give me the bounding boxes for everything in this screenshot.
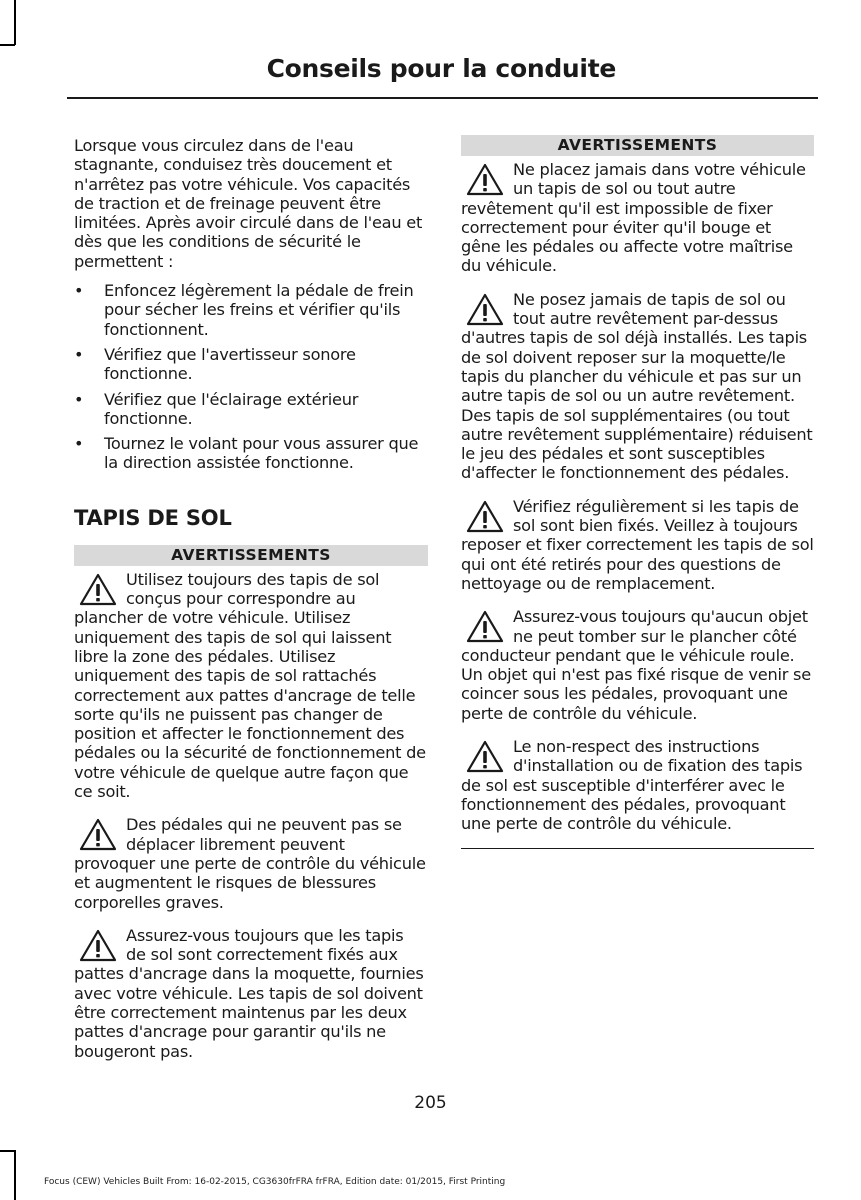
warning-text: Le non-respect des instructions d'installation ou de fixation des tapis de sol est susceptible d'interférer avec le fonctionnement des pédales, provoquant une perte de contrôle du véhicule. (461, 737, 803, 834)
page-header-title: Conseils pour la conduite (266, 54, 616, 83)
right-column (461, 136, 814, 849)
warning-block (461, 497, 814, 593)
warning-block (74, 815, 428, 911)
warning-triangle-icon (78, 928, 118, 964)
warning-text: Utilisez toujours des tapis de sol conçus pour correspondre au plancher de votre véhicule. Utilisez uniquement des tapis de sol qui laissent libre la zone des pédales. Utilisez uniquement des tapis de sol rattachés correctement aux pattes d'ancrage de telle sorte qu'ils ne puissent pas changer de position et affecter le fonctionnement des pédales ou la sécurité de fonctionnement de votre véhicule de quelque autre façon que ce soit. (74, 569, 426, 802)
section-title: TAPIS DE SOL (74, 505, 232, 530)
warnings-header: AVERTISSEMENTS (461, 135, 814, 156)
crop-mark-top-left-v (14, 0, 16, 45)
warning-triangle-icon (465, 499, 505, 535)
bullet-mark: • (74, 281, 84, 301)
warning-text: Assurez-vous toujours qu'aucun objet ne peut tomber sur le plancher côté conducteur pendant que le véhicule roule. Un objet qui n'est pas fixé risque de venir se coincer sous les pédales, provoquant une perte de contrôle du véhicule. (461, 607, 811, 723)
crop-mark-bottom-left-h (0, 1150, 15, 1152)
list-item: • Enfoncez légèrement la pédale de frein pour sécher les freins et vérifier qu'ils fonctionnent. (74, 281, 414, 339)
crop-mark-top-left-h (0, 44, 15, 46)
warning-triangle-icon (465, 739, 505, 775)
list-item: • Vérifiez que l'éclairage extérieur fonctionne. (74, 389, 359, 428)
warning-text: Des pédales qui ne peuvent pas se déplacer librement peuvent provoquer une perte de contrôle du véhicule et augmentent le risques de blessures corporelles graves. (74, 815, 426, 912)
warning-triangle-icon (465, 162, 505, 198)
left-column (74, 136, 428, 1075)
bullet-list (74, 281, 428, 473)
warning-triangle-icon (465, 292, 505, 328)
warning-text: Ne placez jamais dans votre véhicule un tapis de sol ou tout autre revêtement qu'il est impossible de fixer correctement pour éviter qu'il bouge et gêne les pédales ou affecte votre maîtrise du véhicule. (461, 160, 806, 276)
warning-block (74, 570, 428, 802)
warning-block (461, 737, 814, 833)
list-item: • Vérifiez que l'avertisseur sonore fonctionne. (74, 344, 356, 384)
list-item: • Tournez le volant pour vous assurer que la direction assistée fonctionne. (74, 434, 419, 473)
warning-text: Assurez-vous toujours que les tapis de sol sont correctement fixés aux pattes d'ancrage dans la moquette, fournies avec votre véhicule. Les tapis de sol doivent être correctement maintenus par les deux pattes d'ancrage pour garantir qu'ils ne bougeront pas. (74, 925, 424, 1061)
bullet-mark: • (74, 389, 84, 409)
warning-block (461, 290, 814, 483)
warning-block (461, 607, 814, 723)
warnings-header: AVERTISSEMENTS (74, 545, 428, 566)
page-number: 205 (414, 1093, 447, 1113)
crop-mark-bottom-left-v (14, 1150, 16, 1200)
header-rule (67, 97, 818, 99)
warning-block (461, 160, 814, 276)
footer-text: Focus (CEW) Vehicles Built From: 16-02-2015, CG3630frFRA frFRA, Edition date: 01/2015, First Printing (44, 1177, 506, 1187)
warning-block (74, 926, 428, 1061)
bullet-mark: • (74, 434, 84, 454)
warning-triangle-icon (78, 817, 118, 853)
warning-triangle-icon (465, 609, 505, 645)
warning-triangle-icon (78, 572, 118, 608)
bullet-mark: • (74, 344, 84, 364)
warning-text: Ne posez jamais de tapis de sol ou tout autre revêtement par-dessus d'autres tapis de sol déjà installés. Les tapis de sol doivent reposer sur la moquette/le tapis du plancher du véhicule et pas sur un autre tapis de sol ou un autre revêtement. Des tapis de sol supplémentaires (ou tout autre revêtement supplémentaire) réduisent le jeu des pédales et sont susceptibles d'affecter le fonctionnement des pédales. (461, 289, 813, 483)
warnings-end-rule (461, 848, 814, 850)
warning-text: Vérifiez régulièrement si les tapis de sol sont bien fixés. Veillez à toujours reposer et fixer correctement les tapis de sol qui ont été retirés pour des questions de nettoyage ou de remplacement. (461, 496, 814, 593)
intro-paragraph: Lorsque vous circulez dans de l'eau stagnante, conduisez très doucement et n'arrêtez pas votre véhicule. Vos capacités de traction et de freinage peuvent être limitées. Après avoir circulé dans de l'eau et dès que les conditions de sécurité le permettent : (74, 136, 423, 271)
